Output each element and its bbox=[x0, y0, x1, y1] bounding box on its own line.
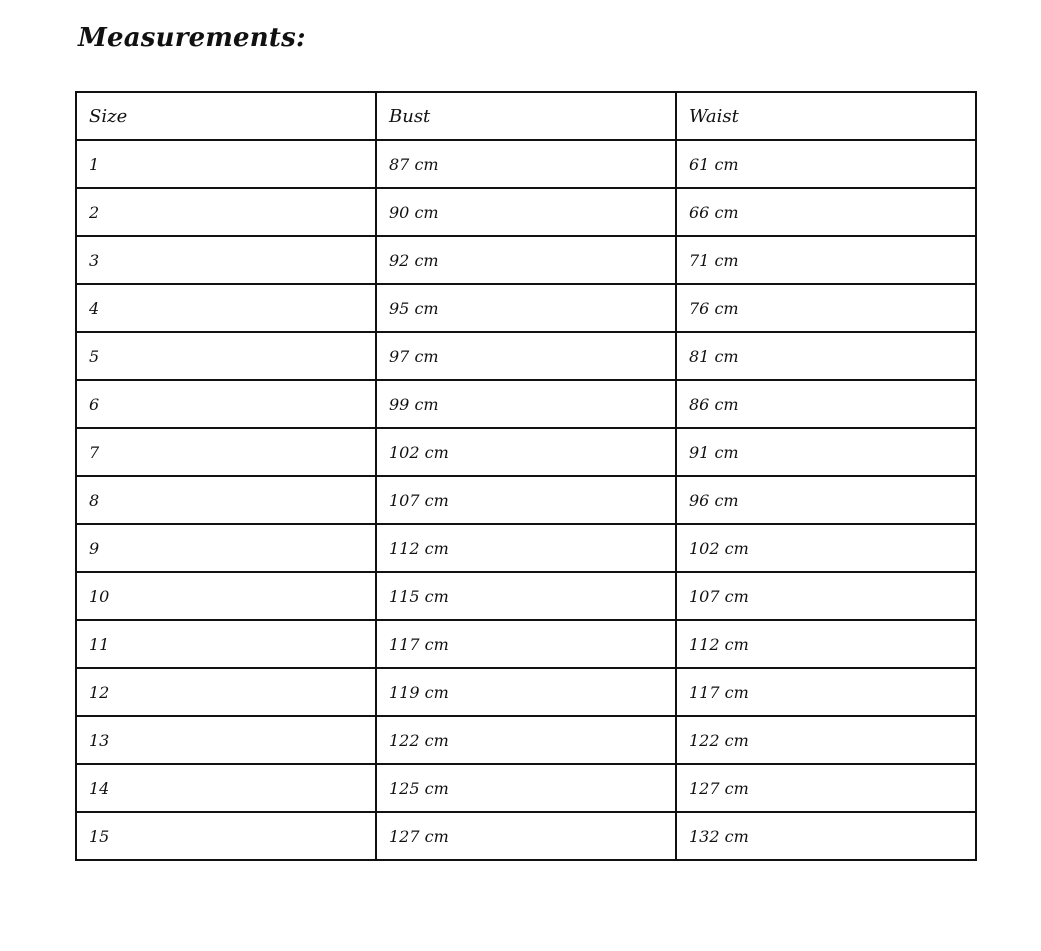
bust-cell: 99 cm bbox=[376, 380, 676, 428]
size-cell: 1 bbox=[76, 140, 376, 188]
size-cell: 5 bbox=[76, 332, 376, 380]
page-title: Measurements: bbox=[78, 23, 306, 53]
waist-cell: 91 cm bbox=[676, 428, 976, 476]
bust-cell: 127 cm bbox=[376, 812, 676, 860]
table-row bbox=[76, 332, 976, 380]
table-row bbox=[76, 140, 976, 188]
size-cell: 3 bbox=[76, 236, 376, 284]
waist-cell: 66 cm bbox=[676, 188, 976, 236]
waist-cell: 81 cm bbox=[676, 332, 976, 380]
table-header-row bbox=[76, 92, 976, 140]
bust-cell: 122 cm bbox=[376, 716, 676, 764]
size-cell: 4 bbox=[76, 284, 376, 332]
table-row bbox=[76, 380, 976, 428]
size-cell: 2 bbox=[76, 188, 376, 236]
size-cell: 13 bbox=[76, 716, 376, 764]
column-header-bust: Bust bbox=[376, 92, 676, 140]
table-row bbox=[76, 284, 976, 332]
waist-cell: 132 cm bbox=[676, 812, 976, 860]
table-row bbox=[76, 668, 976, 716]
waist-cell: 61 cm bbox=[676, 140, 976, 188]
table-row bbox=[76, 428, 976, 476]
size-cell: 14 bbox=[76, 764, 376, 812]
bust-cell: 125 cm bbox=[376, 764, 676, 812]
waist-cell: 107 cm bbox=[676, 572, 976, 620]
bust-cell: 117 cm bbox=[376, 620, 676, 668]
size-cell: 9 bbox=[76, 524, 376, 572]
bust-cell: 102 cm bbox=[376, 428, 676, 476]
waist-cell: 112 cm bbox=[676, 620, 976, 668]
table-row bbox=[76, 812, 976, 860]
table-row bbox=[76, 524, 976, 572]
table-row bbox=[76, 764, 976, 812]
waist-cell: 102 cm bbox=[676, 524, 976, 572]
waist-cell: 96 cm bbox=[676, 476, 976, 524]
size-cell: 15 bbox=[76, 812, 376, 860]
bust-cell: 112 cm bbox=[376, 524, 676, 572]
table-row bbox=[76, 572, 976, 620]
column-header-size: Size bbox=[76, 92, 376, 140]
table-row bbox=[76, 188, 976, 236]
waist-cell: 86 cm bbox=[676, 380, 976, 428]
waist-cell: 71 cm bbox=[676, 236, 976, 284]
size-cell: 12 bbox=[76, 668, 376, 716]
measurements-table bbox=[75, 91, 977, 861]
bust-cell: 90 cm bbox=[376, 188, 676, 236]
column-header-waist: Waist bbox=[676, 92, 976, 140]
waist-cell: 117 cm bbox=[676, 668, 976, 716]
table-row bbox=[76, 716, 976, 764]
waist-cell: 122 cm bbox=[676, 716, 976, 764]
size-cell: 8 bbox=[76, 476, 376, 524]
bust-cell: 92 cm bbox=[376, 236, 676, 284]
waist-cell: 127 cm bbox=[676, 764, 976, 812]
table-body bbox=[76, 140, 976, 860]
size-cell: 6 bbox=[76, 380, 376, 428]
bust-cell: 107 cm bbox=[376, 476, 676, 524]
size-cell: 7 bbox=[76, 428, 376, 476]
waist-cell: 76 cm bbox=[676, 284, 976, 332]
bust-cell: 95 cm bbox=[376, 284, 676, 332]
table-row bbox=[76, 236, 976, 284]
bust-cell: 119 cm bbox=[376, 668, 676, 716]
size-cell: 10 bbox=[76, 572, 376, 620]
bust-cell: 87 cm bbox=[376, 140, 676, 188]
table-row bbox=[76, 620, 976, 668]
table-row bbox=[76, 476, 976, 524]
bust-cell: 97 cm bbox=[376, 332, 676, 380]
size-cell: 11 bbox=[76, 620, 376, 668]
bust-cell: 115 cm bbox=[376, 572, 676, 620]
